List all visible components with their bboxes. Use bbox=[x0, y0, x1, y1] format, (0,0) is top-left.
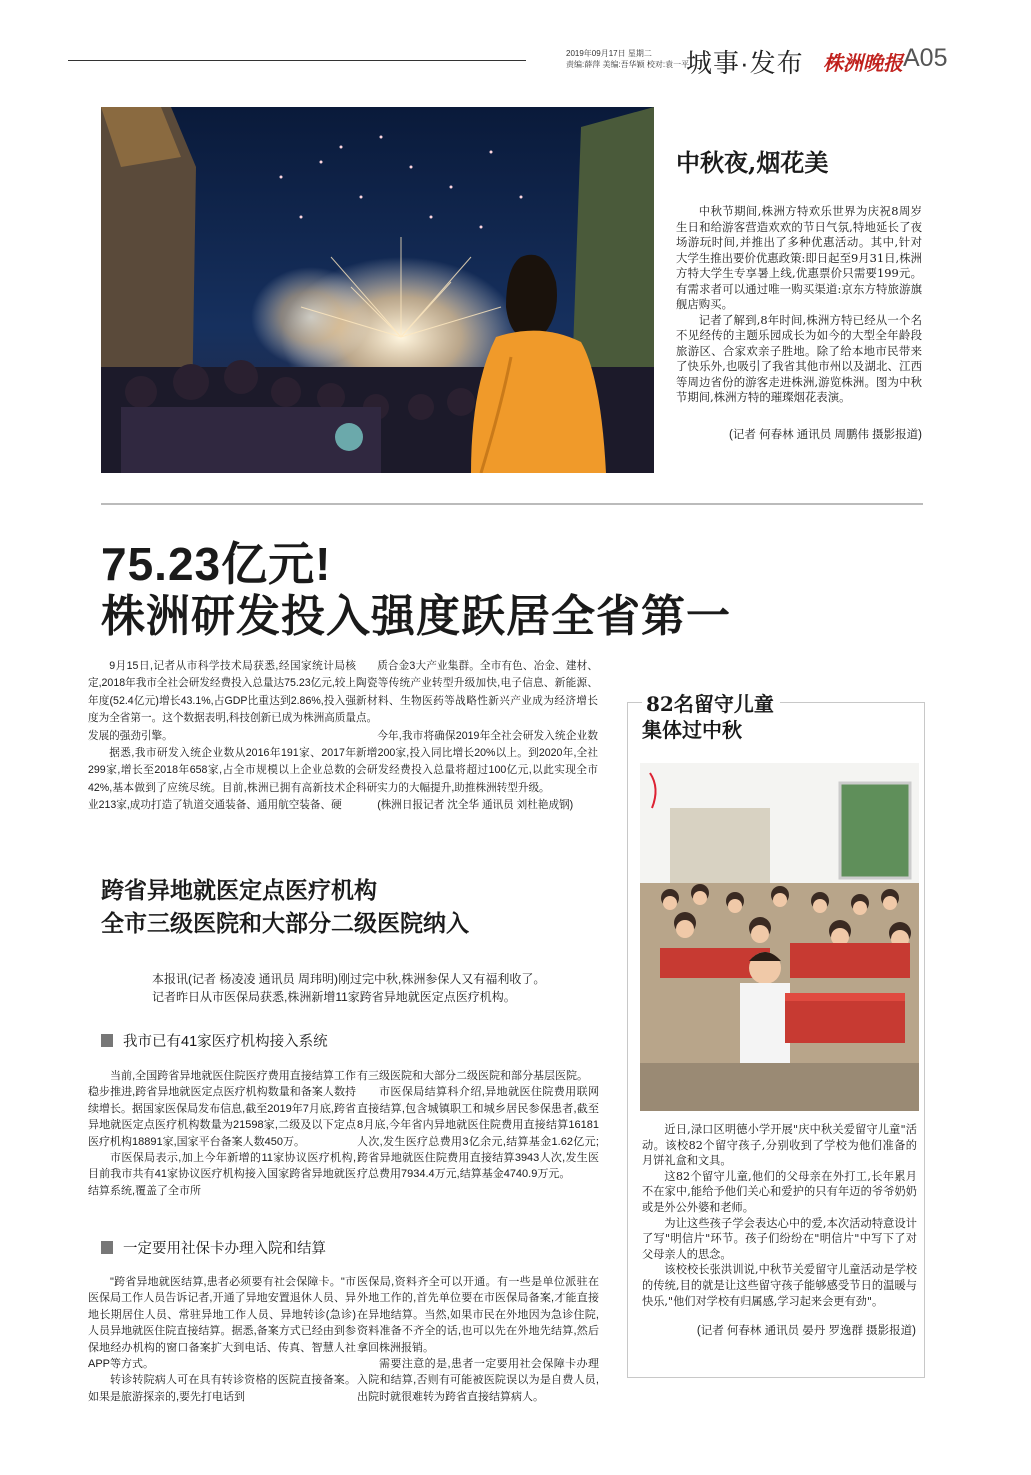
paragraph: 今年,我市将确保2019年全社会研发入统企业数新增200家,投入同比增长20%以上。到2020年,全社会研发经费投入总量将超过100亿元,以此实现全市科研实力的大幅提升,助推株洲转型升级。 bbox=[356, 729, 598, 794]
paragraph: 有三级医院和大部分二级医院和部分基层医院。 bbox=[357, 1070, 588, 1082]
paragraph: 当前,全国跨省异地就医住院医疗费用直接结算工作稳步推进,跨省异地就医定点医疗机构数量和备案人数持续增长。据国家医保局发布信息,截至2019年7月底,跨省异地就医定点医疗机构数量为21598家,二级及以下定点医疗机构18891家,国家平台备案人数450万。 bbox=[88, 1070, 356, 1148]
kids-article bbox=[642, 1122, 917, 1309]
paragraph: 记者了解到,8年时间,株洲方特已经从一个名不见经传的主题乐园成长为如今的大型全年龄段旅游区、合家欢亲子胜地。除了给本地市民带来了快乐外,也吸引了我省其他市州以及湖北、江西等周边省份的游客走进株洲,游览株洲。图为中秋节期间,株洲方特的璀璨烟花表演。 bbox=[676, 312, 922, 404]
paragraph: 市医保局表示,加上今年新增的11家协议医疗机构,目前我市共有41家协议医疗机构接入国家跨省异地就医结算系统,覆盖了全市所 bbox=[88, 1152, 356, 1197]
square-bullet-icon bbox=[101, 1241, 113, 1254]
rd-column-left bbox=[88, 658, 356, 815]
section-title: 城事·发布 bbox=[686, 48, 804, 78]
kids-credit: (记者 何春林 通讯员 晏丹 罗逸群 摄影报道) bbox=[696, 1325, 916, 1337]
medical-section1-right bbox=[357, 1068, 599, 1183]
section-divider bbox=[101, 503, 923, 505]
newspaper-logo: 株洲晚报 bbox=[823, 53, 903, 75]
medical-section1-left bbox=[88, 1068, 356, 1199]
paragraph: 市医保局结算科介绍,异地就医住院费用联网直接结算,包含城镇职工和城乡居民参保患者,截至8月底,今年省内异地就医住院费用直接结算16181人次,发生医疗总费用3亿余元,结算基金1.62亿元;跨省异地就医住院费用直接结算3943人次,发生医疗总费用7934.4万元,结算基金4740.9万元。 bbox=[357, 1086, 599, 1181]
medical-subhead-1: 我市已有41家医疗机构接入系统 bbox=[101, 1030, 328, 1051]
paragraph: 质合金3大产业集群。全市有色、冶金、建材、陶瓷等传统产业转型升级加快,电子信息、新能源、新材料、生物医药等战略性新兴产业成为经济增长点。 bbox=[356, 660, 598, 725]
editor-credits: 责编:薛萍 美编:吾华颖 校对:袁一平 bbox=[566, 60, 690, 69]
medical-headline-line2: 全市三级医院和大部分二级医院纳入 bbox=[101, 910, 469, 937]
paragraph: 医保局,资料齐全可以开通。有一些是单位派驻在外地工作的,首先单位要在市医保局备案,才能直接在异地结算。当然,如果市民在外地因为急诊住院,资料准备不齐全的话,也可以先在外地先结算,然后拿回株洲报销。 bbox=[357, 1276, 599, 1354]
rd-headline-figure: 75.23亿元! bbox=[101, 538, 332, 590]
paragraph: 本报讯(记者 杨凌凌 通讯员 周玮明)刚过完中秋,株洲参保人又有福利收了。 bbox=[152, 972, 546, 986]
fireworks-credit: (记者 何春林 通讯员 周鹏伟 摄影报道) bbox=[729, 429, 922, 441]
paragraph: 近日,渌口区明德小学开展"庆中秋关爱留守儿童"活动。该校82个留守孩子,分别收到了学校为他们准备的月饼礼盒和文具。 bbox=[642, 1123, 917, 1168]
paragraph: 转诊转院病人可在具有转诊资格的医院直接备案。如果是旅游探亲的,要先打电话到 bbox=[88, 1374, 356, 1403]
paragraph: "跨省异地就医结算,患者必须要有社会保障卡。"市医保局工作人员告诉记者,开通了异地安置退休人员、异地长期居住人员、常驻异地工作人员、异地转诊(急诊)人员异地就医住院直接结算。据悉,备案方式已经由到参保地经办机构的窗口备案扩大到电话、传真、智慧人社APP等方式。 bbox=[88, 1276, 356, 1371]
square-bullet-icon bbox=[101, 1034, 113, 1047]
kids-headline-line2: 集体过中秋 bbox=[642, 718, 742, 742]
paragraph: 这82个留守儿童,他们的父母亲在外打工,长年累月不在家中,能给予他们关心和爱护的只有年迈的爷爷奶奶或是外公外婆和老师。 bbox=[642, 1169, 917, 1214]
paragraph: 中秋节期间,株洲方特欢乐世界为庆祝8周岁生日和给游客营造欢欢的节日气氛,特地延长了夜场游玩时间,并推出了多种优惠活动。其中,针对大学生推出要价优惠政策:即日起至9月31日,株洲方特大学生专享暑上线,优惠票价只需要199元。有需求者可以通过唯一购买渠道:京东方特旅游旗舰店购买。 bbox=[676, 204, 922, 311]
paragraph: 据悉,我市研发入统企业数从2016年191家、2017年299家,增长至2018年658家,占全市规模以上企业总数的42%,基本做到了应统尽统。目前,株洲已拥有高新技术企业213家,成功打造了轨道交通装备、通用航空装备、硬 bbox=[88, 747, 356, 812]
rd-credit: (株洲日报记者 沈全华 通讯员 刘杜艳成钢) bbox=[377, 799, 574, 812]
rd-column-right bbox=[356, 658, 598, 815]
medical-headline-line1: 跨省异地就医定点医疗机构 bbox=[101, 877, 377, 904]
medical-section2-right bbox=[357, 1274, 599, 1405]
page-number: A05 bbox=[903, 44, 948, 72]
medical-section2-left bbox=[88, 1274, 356, 1405]
fireworks-photo bbox=[101, 107, 654, 473]
paragraph: 需要注意的是,患者一定要用社会保障卡办理入院和结算,否则有可能被医院误以为是自费人员,出院时就很难转为跨省直接结算病人。 bbox=[357, 1358, 599, 1403]
kids-headline-line1: 82名留守儿童 bbox=[642, 688, 780, 717]
issue-date: 2019年09月17日 星期二 bbox=[566, 49, 652, 58]
classroom-photo bbox=[640, 763, 919, 1111]
paragraph: 记者昨日从市医保局获悉,株洲新增11家跨省异地就医定点医疗机构。 bbox=[152, 990, 516, 1004]
header-rule bbox=[68, 60, 526, 61]
paragraph: 该校校长张洪训说,中秋节关爱留守儿童活动是学校的传统,目的就是让这些留守孩子能够感受节日的温暖与快乐,"他们对学校有归属感,学习起来会更有劲"。 bbox=[642, 1263, 917, 1308]
rd-headline: 株洲研发投入强度跃居全省第一 bbox=[101, 592, 731, 641]
fireworks-headline: 中秋夜,烟花美 bbox=[676, 148, 829, 177]
fireworks-article bbox=[676, 204, 922, 406]
paragraph: 9月15日,记者从市科学技术局获悉,经国家统计局核定,2018年我市全社会研发经费投入总量达75.23亿元,较上年度(52.4亿元)增长43.1%,占GDP比重达到2.86%,投入强度为全省第一。这个数据表明,科技创新已成为株洲高质量发展的强劲引擎。 bbox=[88, 660, 356, 742]
medical-subhead-2: 一定要用社保卡办理入院和结算 bbox=[101, 1237, 326, 1258]
medical-lead bbox=[128, 970, 618, 1006]
paragraph: 为让这些孩子学会表达心中的爱,本次活动特意设计了写"明信片"环节。孩子们纷纷在"明信片"中写下了对父母亲人的思念。 bbox=[642, 1216, 917, 1261]
